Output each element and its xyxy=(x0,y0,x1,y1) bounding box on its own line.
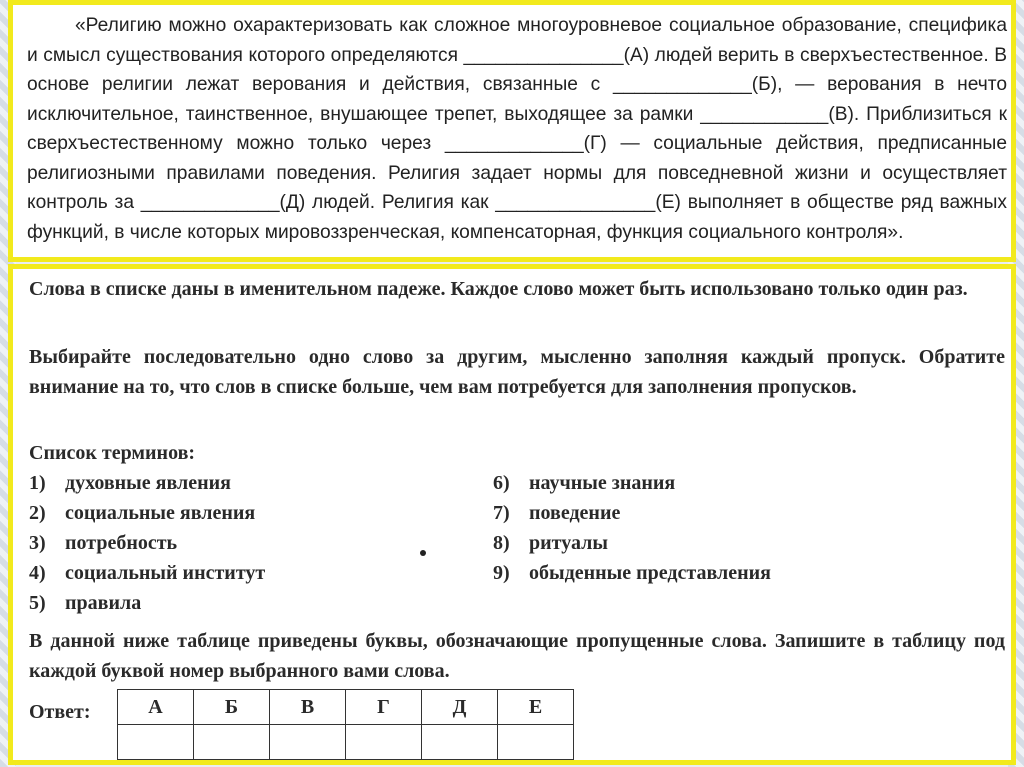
term-item: 1) духовные явления xyxy=(29,472,231,494)
term-item: 2) социальные явления xyxy=(29,502,256,524)
answer-letter-cell: Д xyxy=(422,690,498,725)
stray-dot xyxy=(420,550,426,556)
term-item: 5) правила xyxy=(29,592,142,614)
instructions-panel xyxy=(8,264,1016,765)
answer-letter-cell: Б xyxy=(194,690,270,725)
answer-value-cell-a[interactable] xyxy=(118,725,194,760)
term-item: 6) научные знания xyxy=(493,472,676,494)
task-paragraph: «Религию можно охарактеризовать как сложное многоуровневое социальное образование, специфика и смысл существования которого определяются _______________(А) людей верить в сверхъестественное. В основе религии лежат верования и действия, связанные с _____________(Б), — верования в нечто исключительное, таинственное, внушающее трепет, выходящее за рамки ____________(В). Приблизиться к сверхъестественному можно только через _____________(Г) — социальные действия, предписанные религиозными правилами поведения. Религия задает нормы для повседневной жизни и осуществляет контроль за _____________(Д) людей. Религия как _______________(Е) выполняет в обществе ряд важных функций, в числе которых мировоззренческая, компенсаторная, функция социального контроля». xyxy=(27,15,1007,243)
terms-title: Список терминов: xyxy=(29,442,196,464)
answer-letter-cell: А xyxy=(118,690,194,725)
answer-value-cell-b[interactable] xyxy=(194,725,270,760)
term-item: 8) ритуалы xyxy=(493,532,608,554)
answer-value-cell-d[interactable] xyxy=(422,725,498,760)
answer-table xyxy=(117,689,574,760)
answer-letter-cell: Г xyxy=(346,690,422,725)
answer-letters-row xyxy=(118,690,574,725)
instruction-paragraph-2: Выбирайте последовательно одно слово за другим, мысленно заполняя каждый пропуск. Обратите внимание на то, что слов в списке больше, чем вам потребуется для заполнения пропусков. xyxy=(29,346,1005,398)
term-item: 7) поведение xyxy=(493,502,621,524)
answer-values-row xyxy=(118,725,574,760)
task-text xyxy=(27,11,1007,247)
instruction-paragraph-3: В данной ниже таблице приведены буквы, обозначающие пропущенные слова. Запишите в таблицу под каждой буквой номер выбранного вами слова. xyxy=(29,630,1005,682)
term-item: 4) социальный институт xyxy=(29,562,266,584)
term-item: 3) потребность xyxy=(29,532,178,554)
answer-letter-cell: Е xyxy=(498,690,574,725)
answer-value-cell-v[interactable] xyxy=(270,725,346,760)
answer-value-cell-g[interactable] xyxy=(346,725,422,760)
answer-letter-cell: В xyxy=(270,690,346,725)
answer-value-cell-e[interactable] xyxy=(498,725,574,760)
instruction-paragraph-1: Слова в списке даны в именительном падеже. Каждое слово может быть использовано только один раз. xyxy=(29,278,968,300)
answer-label: Ответ: xyxy=(29,701,91,723)
task-text-panel xyxy=(8,0,1016,262)
term-item: 9) обыденные представления xyxy=(493,562,771,584)
